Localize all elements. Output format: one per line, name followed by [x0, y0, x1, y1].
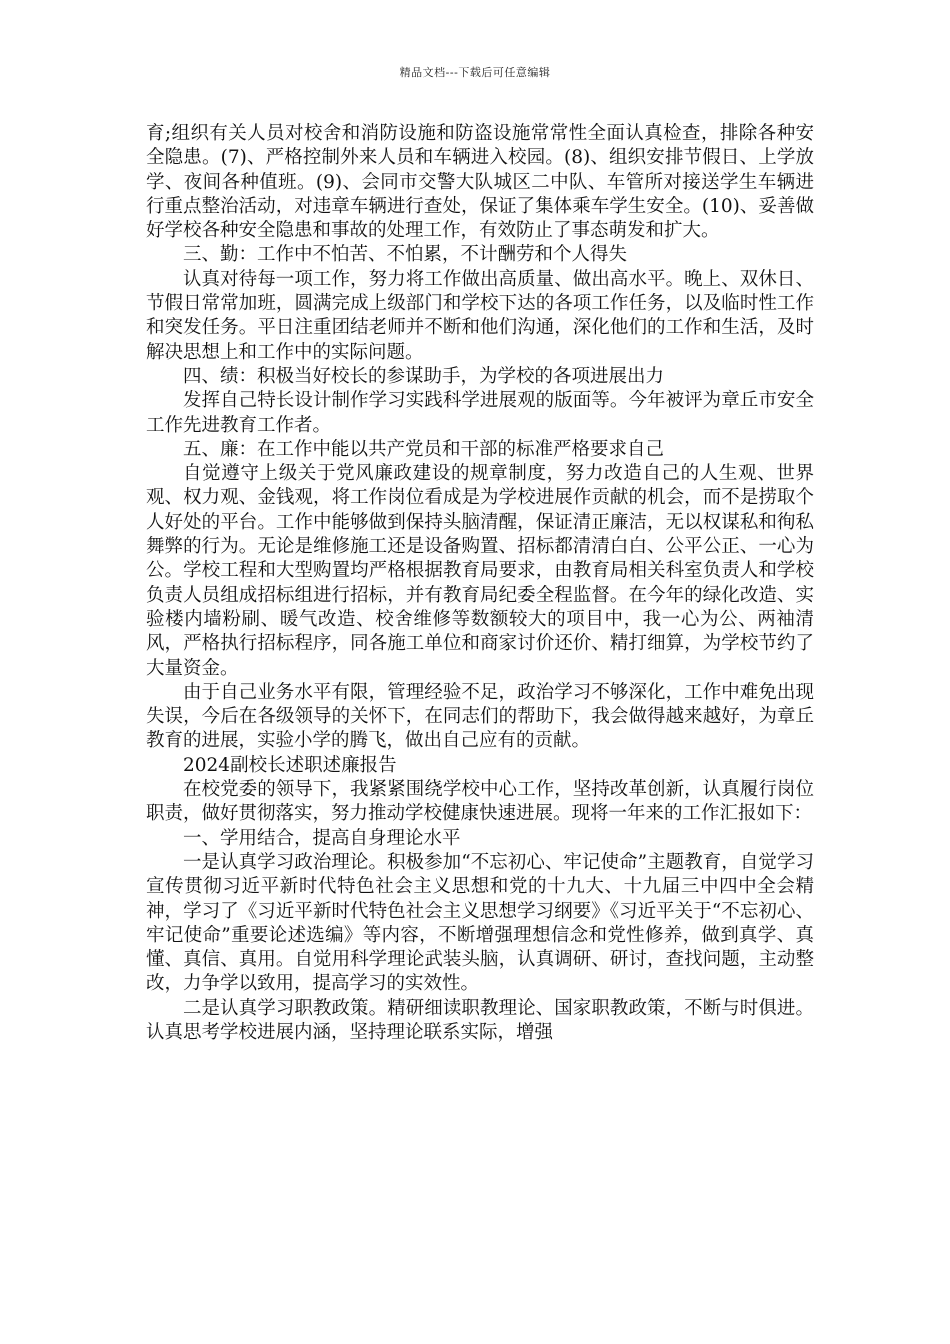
document-body	[146, 122, 814, 1045]
section-heading: 一、学用结合，提高自身理论水平	[183, 827, 461, 849]
section-heading: 四、绩：积极当好校长的参谋助手，为学校的各项进展出力	[183, 365, 665, 387]
paragraph: 二是认真学习职教政策。精研细读职教理论、国家职教政策，不断与时俱进。认真思考学校进展内涵，坚持理论联系实际，增强	[146, 997, 814, 1043]
paragraph: 由于自己业务水平有限，管理经验不足，政治学习不够深化，工作中难免出现失误，今后在各级领导的关怀下，在同志们的帮助下，我会做得越来越好，为章丘教育的进展，实验小学的腾飞，做出自己应有的贡献。	[146, 681, 814, 752]
paragraph: 自觉遵守上级关于党风廉政建设的规章制度，努力改造自己的人生观、世界观、权力观、金钱观，将工作岗位看成是为学校进展作贡献的机会，而不是捞取个人好处的平台。工作中能够做到保持头脑清醒，保证清正廉洁，无以权谋私和徇私舞弊的行为。无论是维修施工还是设备购置、招标都清清白白、公平公正、一心为公。学校工程和大型购置均严格根据教育局要求，由教育局相关科室负责人和学校负责人员组成招标组进行招标，并有教育局纪委全程监督。在今年的绿化改造、实验楼内墙粉刷、暖气改造、校舍维修等数额较大的项目中，我一心为公、两袖清风，严格执行招标程序，同各施工单位和商家讨价还价、精打细算，为学校节约了大量资金。	[146, 463, 814, 679]
section-heading: 三、勤：工作中不怕苦、不怕累，不计酬劳和个人得失	[183, 244, 628, 266]
paragraph: 发挥自己特长设计制作学习实践科学进展观的版面等。今年被评为章丘市安全工作先进教育工作者。	[146, 390, 814, 436]
section-heading: 五、廉：在工作中能以共产党员和干部的标准严格要求自己	[183, 438, 665, 460]
paragraph: 在校党委的领导下，我紧紧围绕学校中心工作，坚持改革创新，认真履行岗位职责，做好贯彻落实，努力推动学校健康快速进展。现将一年来的工作汇报如下：	[146, 779, 814, 825]
paragraph: 育;组织有关人员对校舍和消防设施和防盗设施常常性全面认真检查，排除各种安全隐患。(7)、严格控制外来人员和车辆进入校园。(8)、组织安排节假日、上学放学、夜间各种值班。(9)、会同市交警大队城区二中队、车管所对接送学生车辆进行重点整治活动，对违章车辆进行查处，保证了集体乘车学生安全。(10)、妥善做好学校各种安全隐患和事故的处理工作，有效防止了事态萌发和扩大。	[146, 123, 814, 242]
paragraph: 认真对待每一项工作，努力将工作做出高质量、做出高水平。晚上、双休日、节假日常常加班，圆满完成上级部门和学校下达的各项工作任务，以及临时性工作和突发任务。平日注重团结老师并不断和他们沟通，深化他们的工作和生活，及时解决思想上和工作中的实际问题。	[146, 268, 814, 363]
document-title: 2024副校长述职述廉报告	[183, 754, 397, 776]
paragraph: 一是认真学习政治理论。积极参加“不忘初心、牢记使命”主题教育，自觉学习宣传贯彻习近平新时代特色社会主义思想和党的十九大、十九届三中四中全会精神，学习了《习近平新时代特色社会主义思想学习纲要》《习近平关于“不忘初心、牢记使命”重要论述选编》等内容，不断增强理想信念和党性修养，做到真学、真懂、真信、真用。自觉用科学理论武装头脑，认真调研、研讨，查找问题，主动整改，力争学以致用，提高学习的实效性。	[146, 851, 814, 995]
page-header: 精品文档---下载后可任意编辑	[399, 66, 551, 79]
